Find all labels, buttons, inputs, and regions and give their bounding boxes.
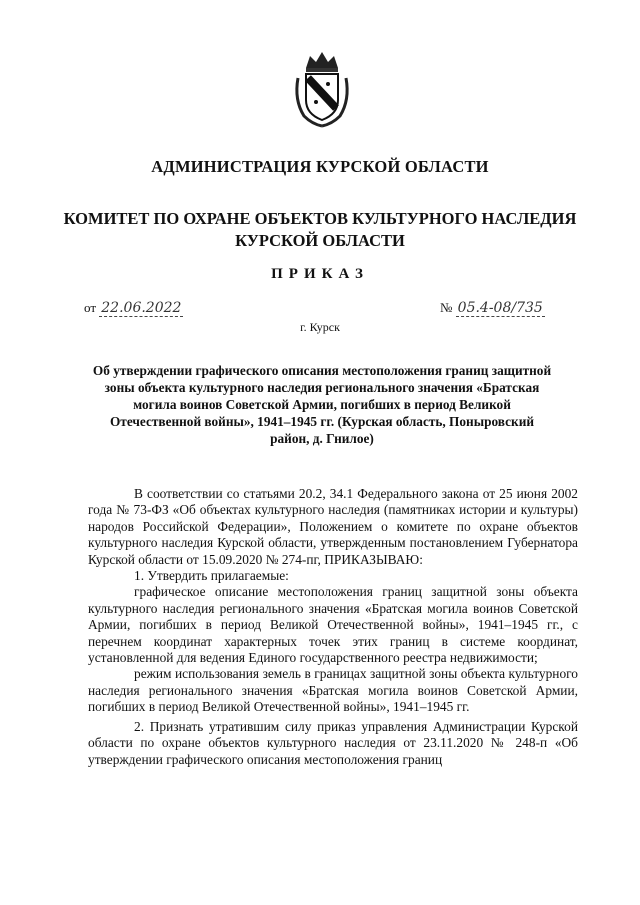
date-prefix: от	[84, 300, 97, 315]
coat-of-arms-icon	[292, 50, 352, 128]
city: г. Курск	[300, 320, 340, 334]
number-prefix: №	[440, 300, 453, 315]
paragraph: В соответствии со статьями 20.2, 34.1 Федерального закона от 25 июня 2002 года № 73-ФЗ «Об объектах культурного наследия (памятниках истории и культуры) народов Российской Федерации», Положением о комитете по охране объектов культурного наследия Курской области, утвержденным постановлением Губернатора Курской области от 15.09.2020 № 274-пг, ПРИКАЗЫВАЮ:	[88, 486, 578, 567]
administration-heading: АДМИНИСТРАЦИЯ КУРСКОЙ ОБЛАСТИ	[151, 157, 489, 176]
committee-heading: КОМИТЕТ ПО ОХРАНЕ ОБЪЕКТОВ КУЛЬТУРНОГО НАСЛЕДИЯ КУРСКОЙ ОБЛАСТИ	[63, 209, 577, 250]
paragraph: 2. Признать утратившим силу приказ управления Администрации Курской области по охране объектов культурного наследия от 23.11.2020 № 248-п «Об утверждении графического описания местоположения границ	[88, 718, 578, 767]
order-date	[84, 300, 183, 316]
paragraph: 1. Утвердить прилагаемые:	[134, 568, 289, 584]
document-type: ПРИКАЗ	[271, 266, 369, 282]
order-number	[440, 300, 545, 316]
date-value: 22.06.2022	[101, 300, 182, 316]
paragraph: графическое описание местоположения границ защитной зоны объекта культурного наследия регионального значения «Братская могила воинов Советской Армии, погибших в период Великой Отечественной войны», 1941–1945 гг., с перечнем координат характерных точек этих границ в системе координат, установленной для ведения Единого государственного реестра недвижимости;	[88, 584, 578, 666]
paragraph: режим использования земель в границах защитной зоны объекта культурного наследия регионального значения «Братская могила воинов Советской Армии, погибших в период Великой Отечественной войны», 1941–1945 гг.	[88, 666, 578, 715]
number-value: 05.4-08/735	[457, 300, 543, 316]
document-body	[88, 486, 578, 768]
document-title: Об утверждении графического описания местоположения границ защитной зоны объекта культурного наследия регионального значения «Братская могила воинов Советской Армии, погибших в период Великой Отечественной войны», 1941–1945 гг. (Курская область, Поныровский район, д. Гнилое)	[92, 363, 552, 446]
